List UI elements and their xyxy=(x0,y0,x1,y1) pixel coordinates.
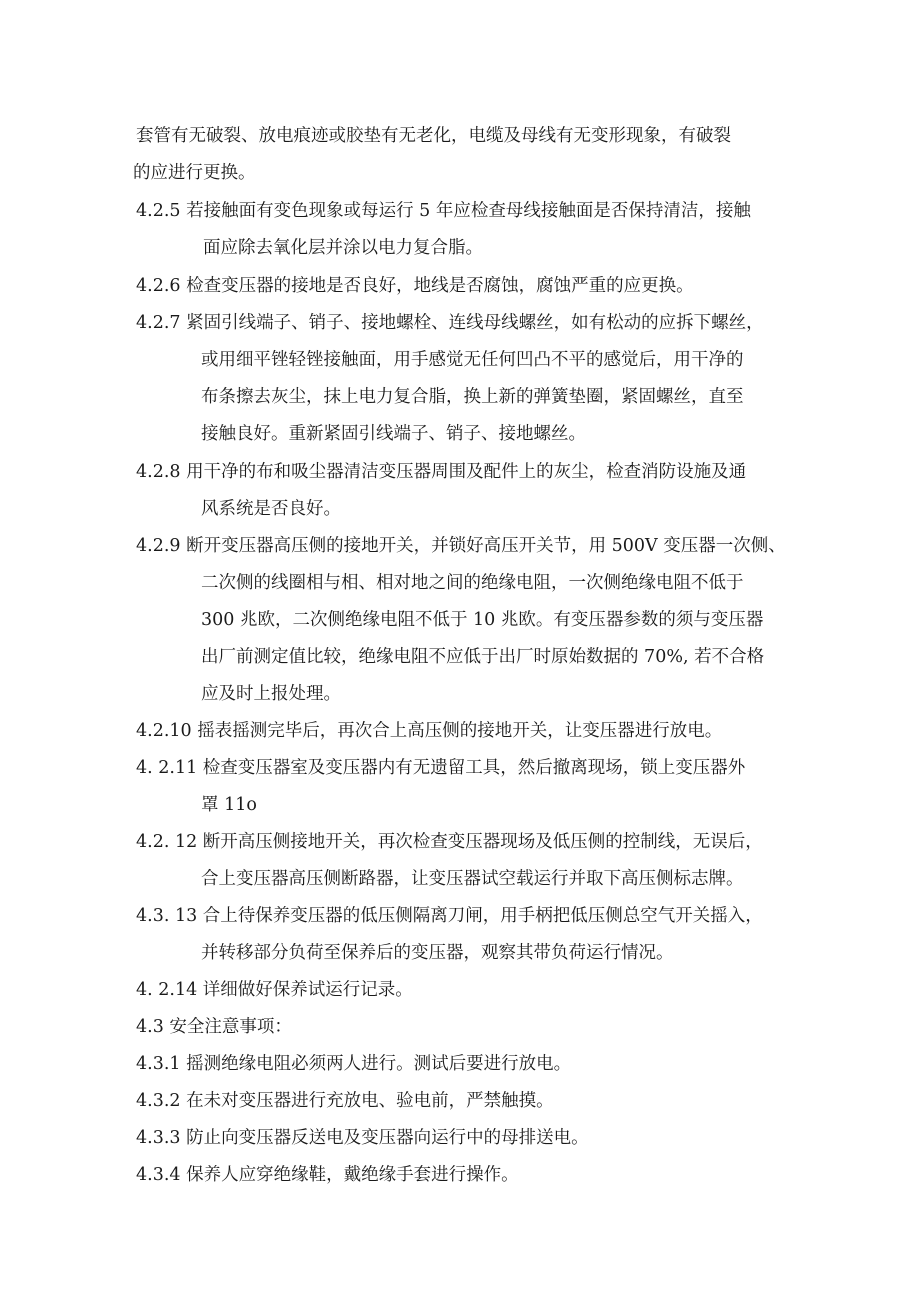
text-line: 4.2.10 摇表摇测完毕后，再次合上高压侧的接地开关，让变压器进行放电。 xyxy=(136,721,723,741)
text-line: 布条擦去灰尘，抹上电力复合脂，换上新的弹簧垫圈，紧固螺丝，直至 xyxy=(201,387,744,407)
text-line: 300 兆欧，二次侧绝缘电阻不低于 10 兆欧。有变压器参数的须与变压器 xyxy=(201,610,764,630)
text-line: 或用细平锉轻锉接触面，用手感觉无任何凹凸不平的感觉后，用干净的 xyxy=(201,350,744,370)
text-line: 应及时上报处理。 xyxy=(201,684,341,704)
text-line: 套管有无破裂、放电痕迹或胶垫有无老化，电缆及母线有无变形现象，有破裂 xyxy=(136,126,731,146)
text-line: 风系统是否良好。 xyxy=(201,499,341,519)
text-line: 接触良好。重新紧固引线端子、销子、接地螺丝。 xyxy=(201,424,586,444)
text-line: 4.3.1 摇测绝缘电阻必须两人进行。测试后要进行放电。 xyxy=(136,1054,572,1074)
text-line: 4.2.7 紧固引线端子、销子、接地螺栓、连线母线螺丝，如有松动的应拆下螺丝， xyxy=(136,313,764,333)
text-line: 4.2.5 若接触面有变色现象或每运行 5 年应检查母线接触面是否保持清洁，接触 xyxy=(136,201,751,221)
text-line: 二次侧的线圈相与相、相对地之间的绝缘电阻，一次侧绝缘电阻不低于 xyxy=(201,573,744,593)
text-line: 罩 11o xyxy=(201,795,257,815)
text-line: 4.3. 13 合上待保养变压器的低压侧隔离刀闸，用手柄把低压侧总空气开关摇入， xyxy=(136,906,763,926)
text-line: 并转移部分负荷至保养后的变压器，观察其带负荷运行情况。 xyxy=(201,943,674,963)
text-line: 的应进行更换。 xyxy=(133,163,256,183)
text-line: 4. 2.11 检查变压器室及变压器内有无遗留工具，然后撤离现场，锁上变压器外 xyxy=(136,758,746,778)
text-line: 面应除去氧化层并涂以电力复合脂。 xyxy=(203,238,483,258)
text-line: 4. 2.14 详细做好保养试运行记录。 xyxy=(136,980,413,1000)
section-heading: 4.3 安全注意事项： xyxy=(136,1017,292,1037)
text-line: 4.2.8 用干净的布和吸尘器清洁变压器周围及配件上的灰尘，检查消防设施及通 xyxy=(136,462,747,482)
text-line: 4.2. 12 断开高压侧接地开关，再次检查变压器现场及低压侧的控制线，无误后， xyxy=(136,832,763,852)
text-line: 4.3.2 在未对变压器进行充放电、验电前，严禁触摸。 xyxy=(136,1091,554,1111)
text-line: 4.3.3 防止向变压器反送电及变压器向运行中的母排送电。 xyxy=(136,1128,589,1148)
text-line: 4.3.4 保养人应穿绝缘鞋，戴绝缘手套进行操作。 xyxy=(136,1165,519,1185)
text-line: 合上变压器高压侧断路器，让变压器试空载运行并取下高压侧标志牌。 xyxy=(201,869,744,889)
text-line: 4.2.9 断开变压器高压侧的接地开关，并锁好高压开关节，用 500V 变压器一次侧、 xyxy=(136,536,786,556)
text-line: 4.2.6 检查变压器的接地是否良好，地线是否腐蚀，腐蚀严重的应更换。 xyxy=(136,276,694,296)
text-line: 出厂前测定值比较，绝缘电阻不应低于出厂时原始数据的 70%, 若不合格 xyxy=(201,647,765,667)
